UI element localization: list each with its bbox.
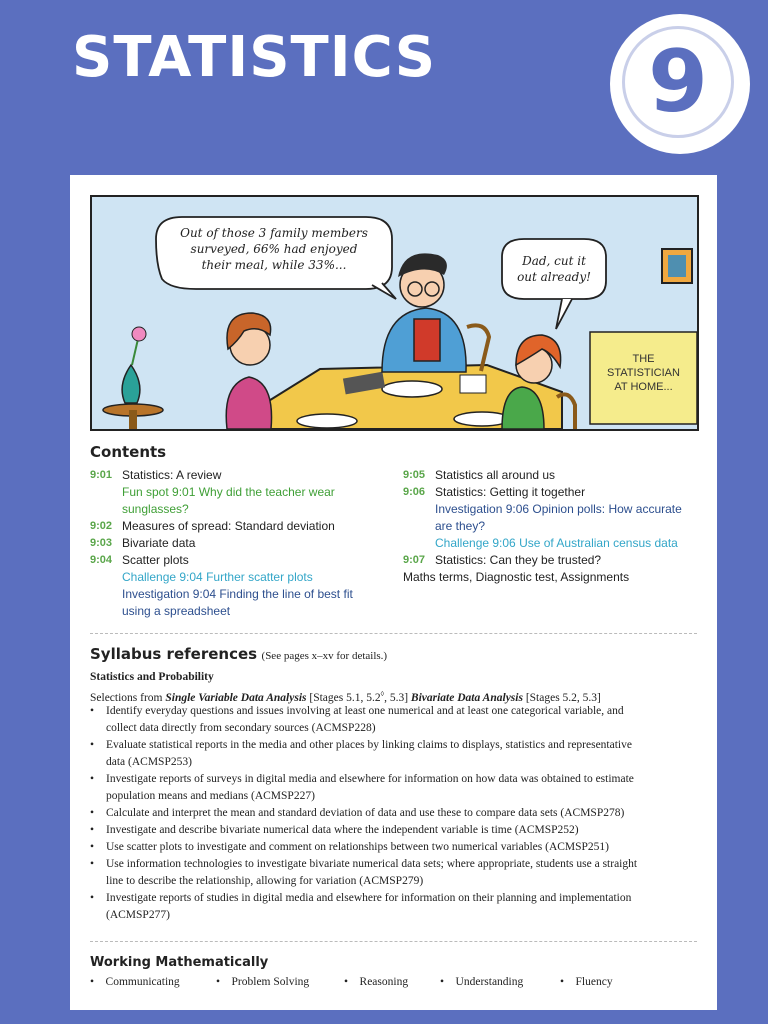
contents-entry-text: Bivariate data: [122, 536, 196, 550]
syllabus-selections: Selections from Single Variable Data Analysis [Stages 5.1, 5.2◊, 5.3] Bivariate Data Analysis [Stages 5.2, 5.3]: [90, 690, 601, 704]
syllabus-outcome: [90, 737, 695, 771]
bullet-icon: •: [560, 976, 576, 988]
syllabus-outcome-line: Investigate and describe bivariate numerical data where the independent variable is time (ACMSP252): [106, 824, 579, 836]
bullet-icon: •: [90, 892, 95, 904]
clipboard: [414, 319, 440, 361]
speech-text-dad: Out of those 3 family members surveyed, 66% had enjoyed their meal, while 33%...: [180, 226, 368, 273]
contents-entry: [403, 569, 703, 586]
syllabus-outcome: [90, 771, 695, 805]
section-number: 9:01: [90, 469, 113, 481]
chapter-title: STATISTICS: [72, 25, 437, 90]
syllabus-outcome: [90, 703, 695, 737]
section-number: 9:05: [403, 469, 426, 481]
paper-note: [460, 375, 486, 393]
side-table-leg: [129, 410, 137, 429]
working-math-item: • Problem Solving: [216, 976, 310, 988]
contents-entry: [403, 552, 703, 569]
syllabus-outcome: [90, 805, 695, 822]
working-math-item: • Fluency: [560, 976, 613, 988]
chapter-number: 9: [648, 32, 708, 132]
contents-entry-text: Statistics: A review: [122, 468, 222, 482]
syllabus-outcome: [90, 890, 695, 924]
syllabus-outcome: [90, 822, 695, 839]
contents-entry: [90, 467, 390, 484]
section-number: [403, 535, 435, 552]
section-number: [90, 484, 122, 501]
plate: [382, 381, 442, 397]
syllabus-strand: Statistics and Probability: [90, 671, 214, 683]
flower: [132, 327, 146, 341]
contents-entry: [90, 484, 390, 501]
section-number: 9:06: [403, 486, 426, 498]
section-divider: [90, 941, 697, 942]
syllabus-outcome-line: Investigate reports of studies in digital media and elsewhere for information on their planning and implementation: [106, 892, 632, 904]
working-math-heading: Working Mathematically: [90, 955, 269, 970]
contents-entry: [90, 569, 390, 586]
contents-entry-text: Challenge 9:06 Use of Australian census data: [435, 536, 678, 550]
section-number: [90, 603, 122, 620]
contents-heading: Contents: [90, 443, 167, 461]
substrand-bivariate: Bivariate Data Analysis: [410, 691, 523, 704]
section-number: [90, 586, 122, 603]
syllabus-outcome-line: data (ACMSP253): [106, 756, 192, 768]
contents-left-column: [90, 467, 390, 620]
contents-entry: [90, 603, 390, 620]
contents-entry-text: Scatter plots: [122, 553, 189, 567]
contents-entry-text: Investigation 9:04 Finding the line of best fit: [122, 587, 353, 601]
contents-entry-text: Investigation 9:06 Opinion polls: How accurate: [435, 502, 682, 516]
contents-entry: [90, 586, 390, 603]
contents-entry-text: using a spreadsheet: [122, 604, 231, 618]
bullet-icon: •: [440, 976, 456, 988]
bullet-icon: •: [90, 858, 95, 870]
mother-body: [226, 377, 271, 429]
section-number: [90, 501, 122, 518]
sign-text: THE STATISTICIAN AT HOME...: [607, 353, 680, 393]
contents-entry-text: Statistics all around us: [435, 468, 556, 482]
speech-text-son: Dad, cut it out already!: [517, 254, 591, 285]
syllabus-outcome: [90, 839, 695, 856]
contents-entry: [403, 535, 703, 552]
contents-entry: [403, 484, 703, 501]
syllabus-outcome-line: collect data directly from secondary sources (ACMSP228): [106, 722, 376, 734]
bullet-icon: •: [216, 976, 232, 988]
contents-entry: [90, 552, 390, 569]
contents-entry: [90, 518, 390, 535]
bullet-icon: •: [90, 976, 106, 988]
syllabus-outcome-line: population means and medians (ACMSP227): [106, 790, 315, 802]
section-number: 9:07: [403, 554, 426, 566]
contents-entry: [403, 467, 703, 484]
contents-entry-text: Statistics: Getting it together: [435, 485, 586, 499]
contents-entry-text: Measures of spread: Standard deviation: [122, 519, 335, 533]
contents-entry: [90, 535, 390, 552]
syllabus-outcome-line: Use scatter plots to investigate and comment on relationships between two numerical variables (ACMSP251): [106, 841, 610, 853]
contents-entry-text: Statistics: Can they be trusted?: [435, 553, 602, 567]
bullet-icon: •: [90, 807, 95, 819]
contents-entry-text: Maths terms, Diagnostic test, Assignments: [403, 570, 630, 584]
contents-entry: [403, 518, 703, 535]
plate: [297, 414, 357, 428]
syllabus-outcome-line: (ACMSP277): [106, 909, 170, 921]
chapter-badge-ring: [622, 26, 734, 138]
speech-bubble-tail: [556, 299, 572, 329]
working-math-item: • Understanding: [440, 976, 524, 988]
section-number: 9:04: [90, 554, 113, 566]
bullet-icon: •: [90, 841, 95, 853]
syllabus-outcome: [90, 856, 695, 890]
working-math-item: • Communicating: [90, 976, 180, 988]
syllabus-outcome-line: line to describe the relationship, allowing for variation (ACMSP279): [106, 875, 424, 887]
syllabus-header: [90, 645, 387, 664]
syllabus-note: (See pages x–xv for details.): [261, 650, 388, 662]
section-number: 9:03: [90, 537, 113, 549]
section-number: 9:02: [90, 520, 113, 532]
bullet-icon: •: [90, 705, 95, 717]
contents-entry: [90, 501, 390, 518]
syllabus-outcome-line: Investigate reports of surveys in digital media and elsewhere for information on how data was obtained to estimate: [106, 773, 634, 785]
contents-entry-text: Fun spot 9:01 Why did the teacher wear: [122, 485, 335, 499]
syllabus-outcome-line: Use information technologies to investigate bivariate numerical data sets; where appropriate, students use a straight: [106, 858, 638, 870]
working-math-item: • Reasoning: [344, 976, 409, 988]
bullet-icon: •: [90, 739, 95, 751]
section-number: [403, 501, 435, 518]
contents-entry-text: Challenge 9:04 Further scatter plots: [122, 570, 313, 584]
syllabus-heading: Syllabus references: [90, 645, 258, 663]
vase: [122, 365, 140, 403]
contents-right-column: [403, 467, 703, 586]
contents-entry-text: are they?: [435, 519, 486, 533]
picture-scene: [668, 255, 686, 277]
section-number: [90, 569, 122, 586]
speech-bubble-tail: [372, 283, 396, 299]
contents-entry: [403, 501, 703, 518]
syllabus-outcome-line: Calculate and interpret the mean and standard deviation of data and use these to compare data sets (ACMSP278): [106, 807, 625, 819]
syllabus-outcome-line: Evaluate statistical reports in the media and other places by linking claims to displays, statistics and representative: [106, 739, 632, 751]
section-divider: [90, 633, 697, 634]
syllabus-outcome-line: Identify everyday questions and issues involving at least one numerical and at least one categorical variable, and: [106, 705, 624, 717]
cartoon-illustration: [90, 195, 699, 431]
bullet-icon: •: [344, 976, 360, 988]
content-page: [70, 175, 717, 1010]
contents-entry-text: sunglasses?: [122, 502, 189, 516]
syllabus-outcomes-list: [90, 703, 695, 924]
flower-stem: [132, 339, 138, 365]
bullet-icon: •: [90, 824, 95, 836]
substrand-single-variable: Single Variable Data Analysis: [165, 691, 307, 704]
bullet-icon: •: [90, 773, 95, 785]
section-number: [403, 518, 435, 535]
